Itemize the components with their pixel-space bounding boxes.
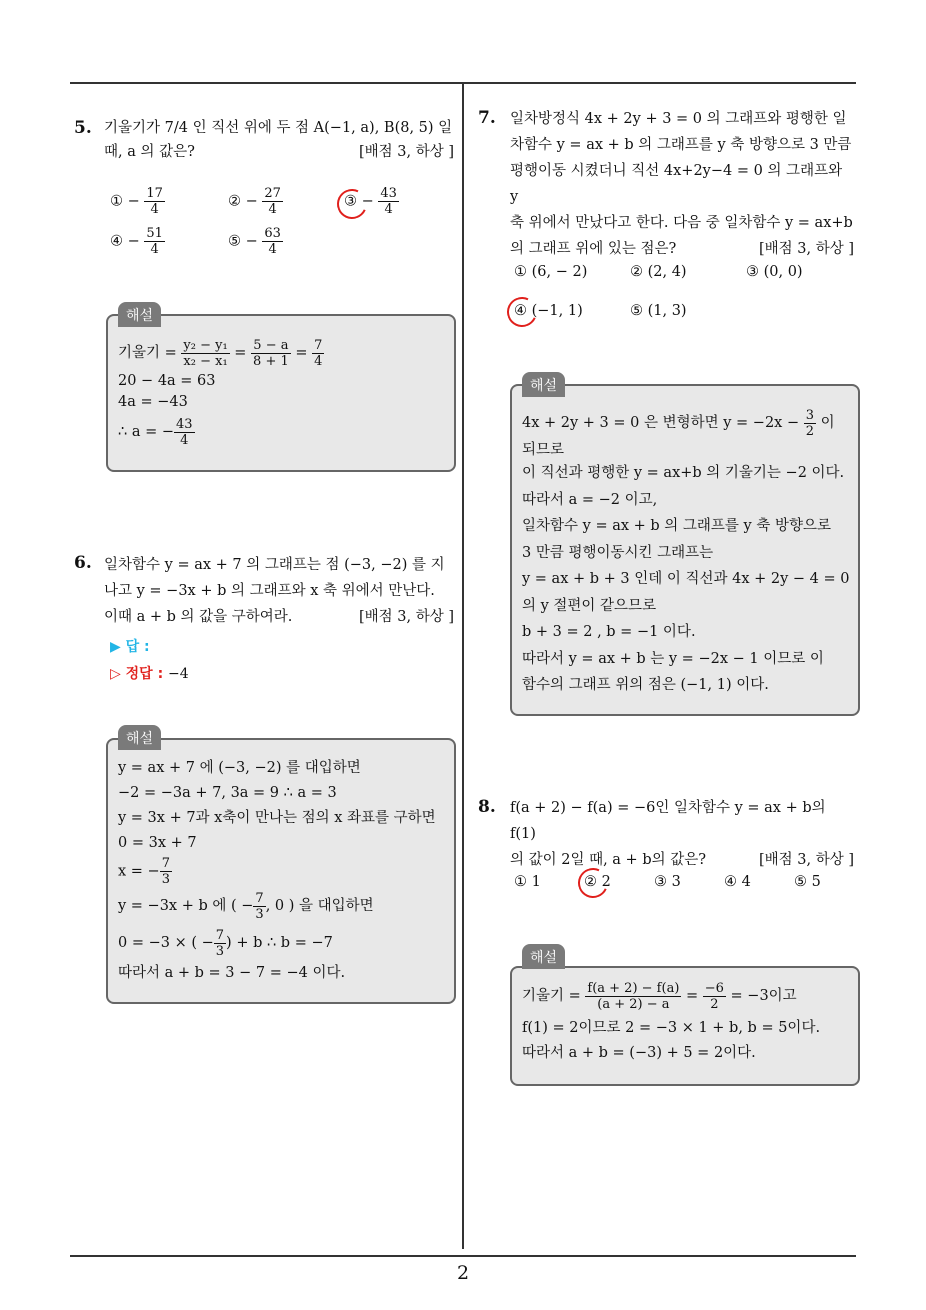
q5-solution-tag: 해설 — [118, 302, 161, 327]
fraction — [585, 981, 681, 1012]
numerator: 3 — [805, 407, 814, 423]
numerator: 63 — [264, 226, 281, 241]
denominator: 3 — [161, 872, 170, 887]
sol-text: 기울기 = — [118, 345, 177, 361]
sol-line: y = ax + 7 에 (−3, −2) 를 대입하면 — [118, 760, 361, 776]
fraction — [144, 226, 165, 257]
q8-score: [배점 3, 하상 ] — [758, 852, 854, 868]
choice-mark: ② — [630, 264, 643, 280]
fraction — [251, 338, 291, 369]
sol-text: y = −3x + b 에 ( − — [118, 898, 254, 914]
q6-line3: 이때 a + b 의 값을 구하여라. — [104, 609, 293, 625]
choice-text: 4 — [741, 874, 751, 890]
column-divider — [462, 83, 464, 1249]
numerator: 43 — [380, 186, 397, 201]
choice-mark: ② — [584, 874, 597, 890]
sol-line: 3 만큼 평행이동시킨 그래프는 — [522, 544, 714, 561]
q8-choice-4[interactable] — [724, 874, 751, 890]
q7-line5: 의 그래프 위에 있는 점은? — [510, 241, 677, 257]
q7-choice-3[interactable] — [746, 264, 803, 280]
sol-line: 따라서 a + b = (−3) + 5 = 2이다. — [522, 1045, 756, 1061]
q8-number: 8. — [478, 797, 496, 817]
sol-line: 4a = −43 — [118, 394, 188, 410]
choice-text: 3 — [671, 874, 681, 890]
sol-line: 따라서 y = ax + b 는 y = −2x − 1 이므로 이 — [522, 650, 824, 667]
q8-choice-5[interactable] — [794, 874, 821, 890]
fraction — [312, 338, 324, 369]
choice-mark: ⑤ — [630, 303, 643, 319]
denominator: 2 — [805, 423, 814, 439]
choice-text: 1 — [531, 874, 541, 890]
q7-line2: 차함수 y = ax + b 의 그래프를 y 축 방향으로 3 만큼 — [510, 137, 852, 153]
fraction — [214, 928, 226, 959]
q6-line1: 일차함수 y = ax + 7 의 그래프는 점 (−3, −2) 를 지 — [104, 557, 445, 573]
fraction — [378, 186, 399, 217]
choice-text: (2, 4) — [647, 264, 687, 280]
choice-mark: ① — [514, 874, 527, 890]
q6-solution-tag: 해설 — [118, 725, 161, 750]
fraction — [253, 891, 265, 922]
sol-text: ) + b ∴ b = −7 — [226, 935, 333, 951]
numerator: 27 — [264, 186, 281, 201]
choice-mark: ⑤ — [794, 874, 807, 890]
denominator: 4 — [268, 202, 277, 217]
denominator: 4 — [180, 432, 189, 448]
q7-line3: 평행이동 시켰더니 직선 4x+2y−4 = 0 의 그래프와 y — [510, 163, 843, 205]
choice-mark: ③ — [344, 193, 357, 210]
numerator: 17 — [146, 186, 163, 201]
bottom-rule — [70, 1255, 856, 1257]
fraction — [804, 408, 816, 439]
q5-choice-1[interactable] — [110, 186, 165, 217]
q6-score: [배점 3, 하상 ] — [358, 609, 454, 625]
sol-line: y = ax + b + 3 인데 이 직선과 4x + 2y − 4 = 0 — [522, 571, 850, 587]
q5-text — [104, 116, 454, 164]
numerator: 7 — [314, 337, 323, 353]
fraction — [703, 981, 726, 1012]
q7-solution-tag: 해설 — [522, 372, 565, 397]
sol-line: 20 − 4a = 63 — [118, 373, 216, 389]
q7-score: [배점 3, 하상 ] — [758, 241, 854, 257]
fraction — [262, 186, 283, 217]
q6-solution-text — [118, 756, 436, 986]
sol-line: b + 3 = 2 , b = −1 이다. — [522, 624, 696, 640]
q8-solution-text: 기울기 = $\frac{f(a + 2) - f(a)}{(a + 2) - a}$ = $\frac{-6}{2}$ = −3이고 f(1) = 2이므로 2 = −3 × 1 + b, b = 5이다. 따라서 a + b = (−3) + 5 = 2이다. — [522, 976, 820, 1066]
fraction — [181, 338, 229, 369]
choice-mark: ③ — [654, 874, 667, 890]
choice-text: (−1, 1) — [531, 303, 583, 319]
sol-text: 이 — [820, 415, 835, 431]
q8-solution-tag: 해설 — [522, 944, 565, 969]
q6-answer-label: ▶ 답 : — [110, 639, 150, 655]
choice-mark: ④ — [724, 874, 737, 890]
numerator: 7 — [215, 927, 225, 943]
q7-line1: 일차방정식 4x + 2y + 3 = 0 의 그래프와 평행한 일 — [510, 111, 847, 127]
sol-line: 이 직선과 평행한 y = ax+b 의 기울기는 −2 이다. — [522, 465, 845, 481]
choice-mark: ② — [228, 193, 241, 210]
sign: − — [127, 233, 140, 250]
page-number: 2 — [456, 1262, 470, 1284]
q7-choice-2[interactable] — [630, 264, 687, 280]
q5-choice-2[interactable] — [228, 186, 283, 217]
numerator: 5 − a — [251, 338, 291, 354]
choice-text: (0, 0) — [763, 264, 803, 280]
sol-line: f(1) = 2이므로 2 = −3 × 1 + b, b = 5이다. — [522, 1020, 821, 1036]
numerator: y₂ − y₁ — [183, 337, 228, 353]
sol-line: 의 y 절편이 같으므로 — [522, 597, 657, 614]
choice-text: (6, − 2) — [531, 264, 588, 280]
q5-line1: 기울기가 7/4 인 직선 위에 두 점 A(−1, a), B(8, 5) 일 — [104, 120, 453, 136]
q5-score: [배점 3, 하상 ] — [358, 144, 454, 160]
correct-value: −4 — [168, 666, 189, 682]
choice-text: (1, 3) — [647, 303, 687, 319]
numerator: −6 — [704, 980, 724, 996]
choice-text: 5 — [811, 874, 821, 890]
denominator: 4 — [150, 202, 159, 217]
q5-number: 5. — [74, 118, 92, 138]
q5-solution-text: 기울기 = $\frac{\text{y₂ − y₁}}{\text{x₂ − x₁}}$ = $\frac{5 - a}{8 + 1}$ = $\frac{7}{4}$ 20 − 4a = 63 4a = −43 ∴ a = − $\frac{43}{4}$ — [118, 337, 323, 448]
sol-line: 되므로 — [522, 442, 565, 458]
sol-line: −2 = −3a + 7, 3a = 9 ∴ a = 3 — [118, 785, 337, 801]
sol-line: 0 = 3x + 7 — [118, 835, 197, 851]
denominator: 4 — [150, 242, 159, 257]
denominator: 4 — [268, 242, 277, 257]
q8-line2: 의 값이 2일 때, a + b의 값은? — [510, 852, 707, 868]
q5-choice-4[interactable] — [110, 226, 165, 257]
numerator: 43 — [176, 416, 193, 432]
sol-line: y = 3x + 7과 x축이 만나는 점의 x 좌표를 구하면 — [118, 810, 436, 826]
q5-line2: 때, a 의 값은? — [104, 144, 195, 160]
q7-solution-text — [522, 406, 848, 699]
fraction — [160, 856, 172, 887]
q6-line2: 나고 y = −3x + b 의 그래프와 x 축 위에서 만난다. — [104, 583, 435, 599]
q7-selected-mark — [503, 293, 541, 331]
sol-text: 0 = −3 × ( − — [118, 935, 214, 951]
numerator: 7 — [255, 890, 264, 906]
sign: − — [245, 233, 258, 250]
numerator: 7 — [161, 856, 170, 871]
sign: − — [127, 193, 140, 210]
correct-label: ▷ 정답 : — [110, 666, 164, 682]
q6-correct-answer — [110, 663, 189, 683]
q7-text — [510, 106, 854, 262]
sol-line: 따라서 a + b = 3 − 7 = −4 이다. — [118, 965, 346, 981]
sol-line: 함수의 그래프 위의 점은 (−1, 1) 이다. — [522, 677, 769, 693]
sign: − — [245, 193, 258, 210]
choice-mark: ④ — [514, 303, 527, 319]
choice-text: 2 — [601, 874, 611, 890]
q7-number: 7. — [478, 108, 496, 128]
denominator: 4 — [314, 353, 323, 369]
denominator: 3 — [215, 943, 225, 959]
denominator: 4 — [384, 202, 393, 217]
denominator: (a + 2) − a — [597, 996, 670, 1012]
choice-mark: ① — [110, 193, 123, 210]
sign: − — [361, 193, 374, 210]
numerator: 51 — [146, 226, 163, 241]
sol-text: , 0 ) 을 대입하면 — [265, 898, 374, 914]
denominator: x₂ − x₁ — [183, 353, 228, 369]
q7-choice-5[interactable] — [630, 303, 687, 319]
denominator: 3 — [255, 906, 264, 922]
q8-line1: f(a + 2) − f(a) = −6인 일차함수 y = ax + b의 f(1) — [510, 800, 826, 842]
choice-mark: ④ — [110, 233, 123, 250]
choice-mark: ③ — [746, 264, 759, 280]
sol-text: 기울기 = — [522, 988, 581, 1004]
sol-line: 일차함수 y = ax + b 의 그래프를 y 축 방향으로 — [522, 518, 831, 534]
sol-line: 따라서 a = −2 이고, — [522, 491, 658, 508]
sol-text: = −3이고 — [730, 988, 797, 1004]
sol-text: ∴ a = − — [118, 424, 174, 440]
fraction — [262, 226, 283, 257]
q5-choice-5[interactable] — [228, 226, 283, 257]
denominator: 8 + 1 — [253, 353, 289, 369]
q8-choice-1[interactable] — [514, 874, 541, 890]
q7-line4: 축 위에서 만났다고 한다. 다음 중 일차함수 y = ax+b — [510, 215, 853, 231]
q6-text — [104, 552, 454, 630]
q6-number: 6. — [74, 553, 92, 573]
choice-mark: ⑤ — [228, 233, 241, 250]
q8-choice-3[interactable] — [654, 874, 681, 890]
numerator: f(a + 2) − f(a) — [587, 980, 680, 996]
sol-text: x = − — [118, 863, 160, 880]
fraction — [144, 186, 165, 217]
sol-text: 4x + 2y + 3 = 0 은 변형하면 y = −2x − — [522, 415, 800, 431]
q8-text — [510, 795, 854, 873]
fraction — [174, 417, 195, 448]
denominator: 2 — [710, 996, 719, 1012]
q7-choice-1[interactable] — [514, 264, 587, 280]
choice-mark: ① — [514, 264, 527, 280]
